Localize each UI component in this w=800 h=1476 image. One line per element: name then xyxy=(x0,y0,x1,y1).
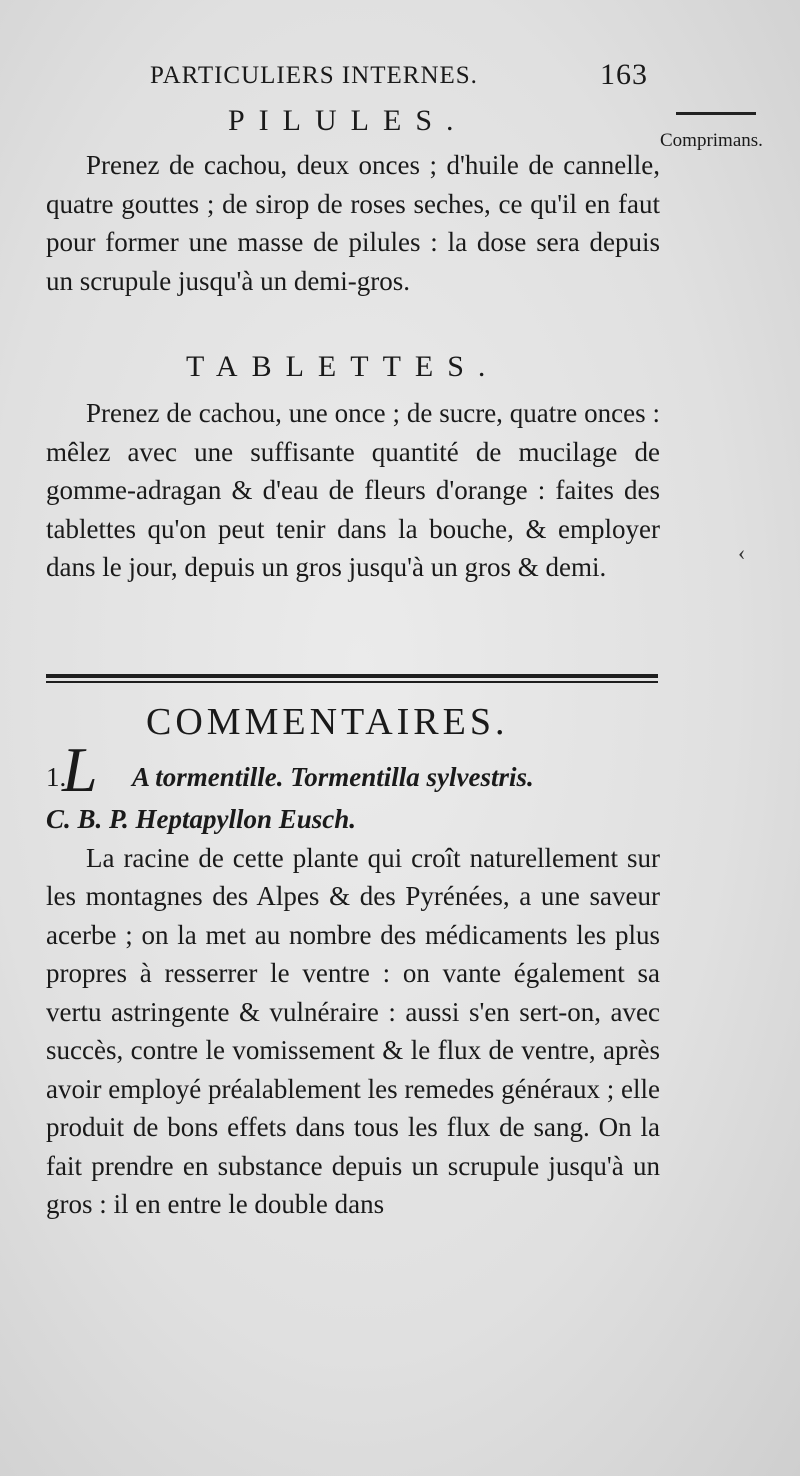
margin-note: Comprimans. xyxy=(660,130,763,151)
section-divider xyxy=(46,674,658,683)
pilules-heading: PILULES. xyxy=(228,104,468,137)
drop-cap: L xyxy=(62,734,98,805)
item-number: 1. xyxy=(46,762,67,792)
running-title: PARTICULIERS INTERNES. xyxy=(150,62,478,89)
commentary-heading-line: A tormentille. Tormentilla sylvestris. xyxy=(132,762,534,792)
margin-rule xyxy=(676,112,756,115)
commentary-first-line xyxy=(46,734,658,805)
commentary-paragraph: La racine de cette plante qui croît naturellement sur les montagnes des Alpes & des Pyrénées, a une saveur acerbe ; on la met au nombre des médicaments les plus propres à resserrer le ventre : on vante également sa vertu astringente & vulnéraire : aussi s'en sert-on, avec succès, contre le vomissement & le flux de ventre, après avoir employé préalablement les remedes généraux ; elle produit de bons effets dans tous les flux de sang. On la fait prendre en substance depuis un scrupule jusqu'à un gros : il en entre le double dans xyxy=(46,842,660,1219)
tablettes-paragraph: Prenez de cachou, une once ; de sucre, quatre onces : mêlez avec une suffisante quantité de mucilage de gomme-adragan & d'eau de fleurs d'orange : faites des tablettes qu'on peut tenir dans la bouche, & employer dans le jour, depuis un gros jusqu'à un gros & demi. xyxy=(46,398,660,582)
page-number: 163 xyxy=(600,58,648,91)
commentaires-title: COMMENTAIRES. xyxy=(146,701,509,743)
pilules-paragraph: Prenez de cachou, deux onces ; d'huile de cannelle, quatre gouttes ; de sirop de roses seches, ce qu'il en faut pour former une masse de pilules : la dose sera depuis un scrupule jusqu'à un demi-gros. xyxy=(46,150,660,296)
tablettes-text-block xyxy=(46,394,660,587)
tablettes-heading: TABLETTES. xyxy=(186,350,500,383)
margin-arrow-icon: ‹ xyxy=(738,540,746,565)
pilules-text-block xyxy=(46,146,660,300)
commentary-text-block xyxy=(46,800,660,1224)
commentary-synonym-line: C. B. P. Heptapyllon Eusch. xyxy=(46,804,357,834)
